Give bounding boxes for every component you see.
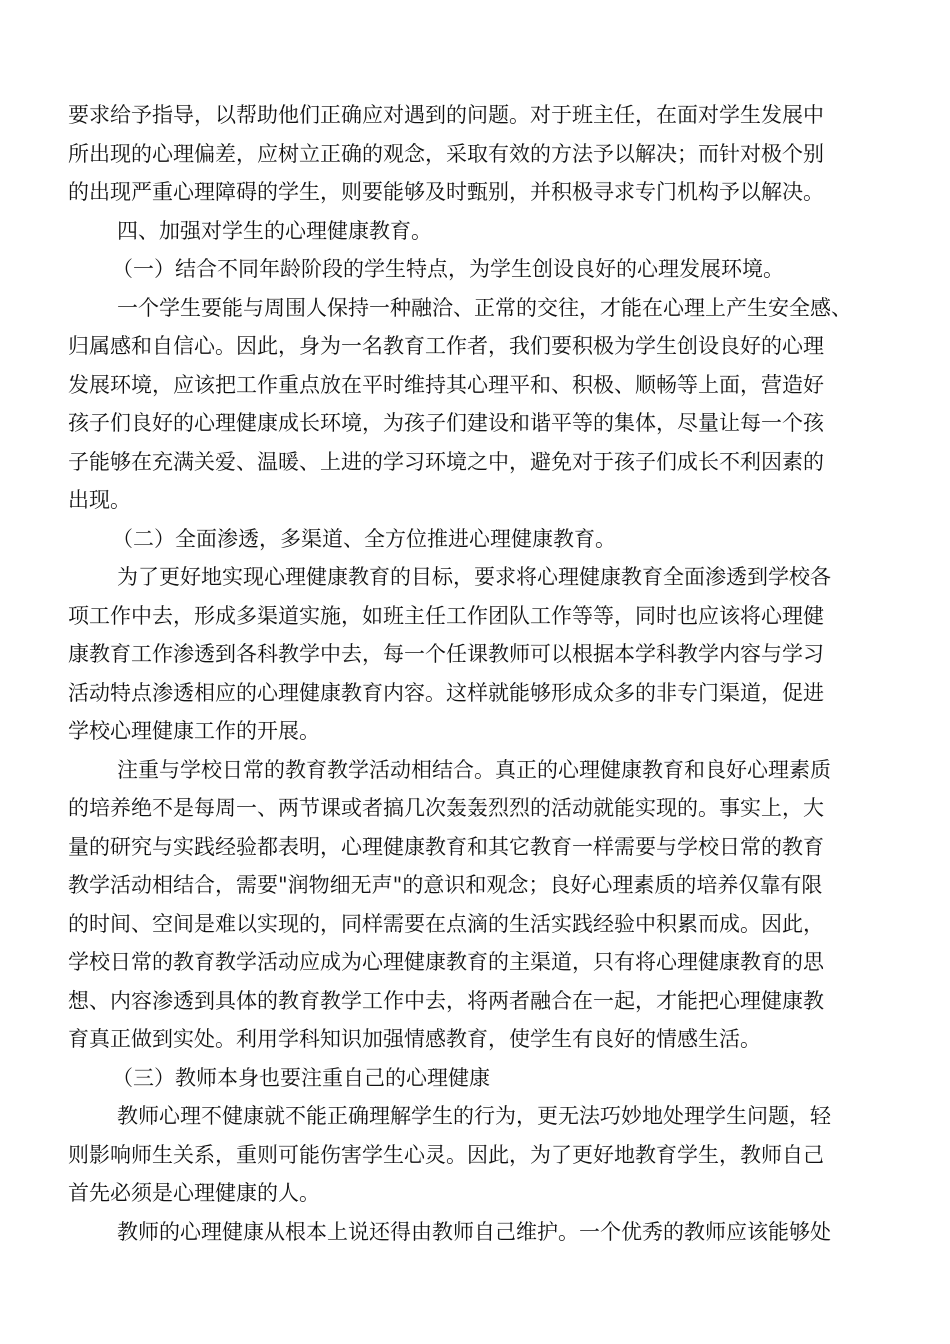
text-line: 则影响师生关系，重则可能伤害学生心灵。因此，为了更好地教育学生，教师自己 [68,1142,824,1167]
subsection-heading-one [68,250,882,289]
text-line: 出现。 [68,488,131,512]
text-line: 项工作中去，形成多渠道实施，如班主任工作团队工作等等，同时也应该将心理健 [68,603,824,628]
text-line: 四、加强对学生的心理健康教育。 [117,218,432,243]
text-line: 子能够在充满关爱、温暖、上进的学习环境之中，避免对于孩子们成长不利因素的 [68,449,824,474]
text-line: 教学活动相结合，需要"润物细无声"的意识和观念；良好心理素质的培养仅靠有限 [68,873,823,897]
paragraph-teacher-maintenance [68,1213,882,1252]
section-heading-four [68,212,882,251]
text-line: 发展环境，应该把工作重点放在平时维持其心理平和、积极、顺畅等上面，营造好 [68,372,824,397]
text-line: 康教育工作渗透到各科教学中去，每一个任课教师可以根据本学科教学内容与学习 [68,642,824,666]
text-line: 学校心理健康工作的开展。 [68,719,320,743]
text-line: 孩子们良好的心理健康成长环境，为孩子们建设和谐平等的集体，尽量让每一个孩 [68,411,824,435]
paragraph-multichannel [68,558,882,751]
text-line: （一）结合不同年龄阶段的学生特点，为学生创设良好的心理发展环境。 [112,257,784,281]
text-line: 注重与学校日常的教育教学活动相结合。真正的心理健康教育和良好心理素质 [117,757,831,782]
text-line: 归属感和自信心。因此，身为一名教育工作者，我们要积极为学生创设良好的心理 [68,334,824,358]
subsection-heading-three [68,1059,882,1098]
text-line: （三）教师本身也要注重自己的心理健康 [112,1065,490,1090]
text-line: 教师的心理健康从根本上说还得由教师自己维护。一个优秀的教师应该能够处 [117,1219,831,1244]
document-page [68,96,882,1251]
text-line: 的培养绝不是每周一、两节课或者搞几次轰轰烈烈的活动就能实现的。事实上，大 [68,796,824,820]
text-line: 为了更好地实现心理健康教育的目标，要求将心理健康教育全面渗透到学校各 [117,565,831,589]
paragraph-teacher-health [68,1097,882,1213]
paragraph-environment [68,289,882,520]
text-line: 量的研究与实践经验都表明，心理健康教育和其它教育一样需要与学校日常的教育 [68,834,824,859]
text-line: 的出现严重心理障碍的学生，则要能够及时甄别，并积极寻求专门机构予以解决。 [68,180,824,204]
text-line: 的时间、空间是难以实现的，同样需要在点滴的生活实践经验中积累而成。因此， [68,911,824,936]
text-line: 一个学生要能与周围人保持一种融洽、正常的交往，才能在心理上产生安全感、 [117,295,852,320]
text-line: 教师心理不健康就不能正确理解学生的行为，更无法巧妙地处理学生问题，轻 [117,1104,831,1128]
text-line: （二）全面渗透，多渠道、全方位推进心理健康教育。 [112,526,616,551]
text-line: 学校日常的教育教学活动应成为心理健康教育的主渠道，只有将心理健康教育的思 [68,950,824,974]
subsection-heading-two [68,520,882,559]
text-line: 要求给予指导，以帮助他们正确应对遇到的问题。对于班主任，在面对学生发展中 [68,103,824,127]
paragraph-daily-teaching [68,751,882,1059]
paragraph-class-teacher-guidance [68,96,882,212]
text-line: 首先必须是心理健康的人。 [68,1181,320,1205]
text-line: 活动特点渗透相应的心理健康教育内容。这样就能够形成众多的非专门渠道，促进 [68,680,824,705]
text-line: 育真正做到实处。利用学科知识加强情感教育，使学生有良好的情感生活。 [68,1027,761,1051]
text-line: 想、内容渗透到具体的教育教学工作中去，将两者融合在一起，才能把心理健康教 [68,988,824,1013]
text-line: 所出现的心理偏差，应树立正确的观念，采取有效的方法予以解决；而针对极个别 [68,141,824,166]
